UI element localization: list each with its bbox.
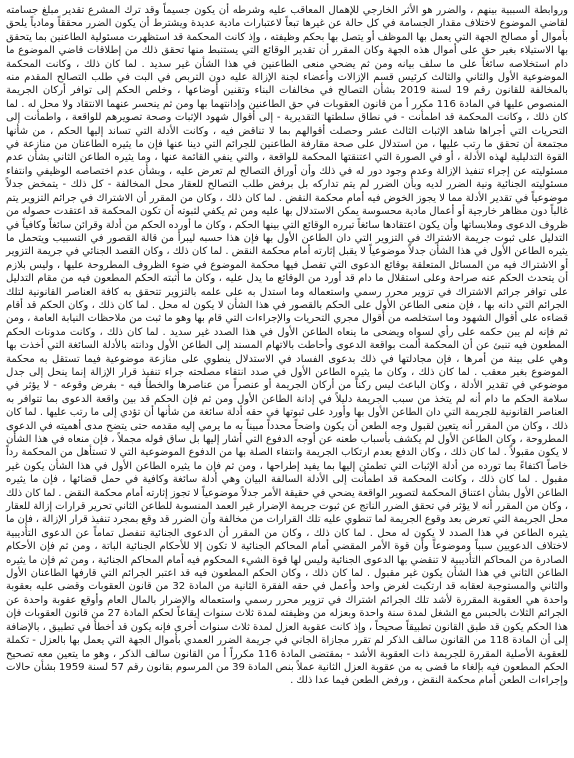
judgment-body-text: وروابطة السببية بينهم ، والضرر هو الأثر الخارجي للإهمال المعاقب عليه وشرطه أن يكون جسيماً وقد ترك المشرع تقدير مبلغ جسامته لقاضي الموضوع لاختلاف مقدار الجسامة في كل حالة عن غيرها تبعاً لاعتبارات مادية عديدة ويشترط أن يكون الضرر محققاً ومادياً يلحق بأموال أو مصالح الجهة التي يعمل بها الموظف أو يتصل بها بحكم وظيفته ، وإذ كانت المحكمة قد استظهرت مسئولية الطاعنين بما يتحقق بها الاستيلاء بغير حق على أموال هذه الجهة وكان المقرر أن تقدير الوقائع التي يستنبط منها تحقق ذلك من إطلاقات قاضي الموضوع ما دام استخلاصه سائغاً على ما سلف بيانه ومن ثم يضحي منعى الطاعنين في هذا الشأن غير سديد . لما كان ذلك ، وكانت المحكمة الموضوعية الأول والثاني والثالث كرئيس قسم الإزالات وأعضاء لجنة الإزالة عليه دون التربص في البت في طلب التصالح المقدم منه بالمخالفة للقانون رقم 19 لسنة 2019 بشأن التصالح في مخالفات البناء وتقنين أوضاعها ، وخلص الحكم إلى توافر أركان الجريمة المنصوص عليها في المادة 116 مكرر أ من قانون العقوبات في حق الطاعنين وإدانتهما بها ومن ثم ينحسر عنهما الانتقاد ولا محل له . لما كان ذلك ، وكانت المحكمة قد اطمأنت - في نطاق سلطتها التقديرية - إلى أقوال شهود الإثبات وصحة تصويرهم للواقعة ، واطمأنت إلى التحريات التي أجراها شاهد الإثبات الثالث عشر وحصلت أقوالهم بما لا تناقض فيه ، وكانت الأدلة التي تساند إليها الحكم ، من شأنها مجتمعة أن تحقق ما رتب عليها ، من استدلال على صحة مقارفة الطاعنين للجرائم التي دينا عنها فإن ما يثيره الطاعنان من منازعة في القوة التدليلية لهذه الأدلة ، أو في الصورة التي اعتنقتها المحكمة للواقعة ، والتي ينفي القائمة عنها ، وما يثيره الطاعن الثاني بشأن عدم مسئوليته عن إجراء تنفيذ الإزالة وعدم وجود دور له في ذلك وأن أوراق التصالح لم تعرض عليه ، وبشأن عدم اختصاصه الوظيفي وانتفاء مسئوليته الجنائية ونية الضرر لديه وبأن الضرر لم يتم تداركه بل برفض طلب التصالح للعقار محل المخالفة - كل ذلك - يتمخض جدلاً موضوعياً في تقدير الأدلة مما لا يجوز الخوض فيه أمام محكمة النقض . لما كان ذلك ، وكان من المقرر أن الاشتراك في جرائم التزوير يتم غالباً دون مظاهر خارجية أو أعمال مادية محسوسة يمكن الاستدلال بها عليه ومن ثم يكفي لثبوته أن تكون المحكمة قد اعتقدت حصوله من ظروف الدعوى وملابساتها وأن يكون اعتقادها سائغاً تبرره الوقائع التي بينها الحكم ، وكان ما أورده الحكم من أدلة وقرائن سائغاً وكافياً في التدليل على ثبوت جريمة الاشتراك في التزوير التي دان الطاعن الأول بها فإن هذا حسبه ليبرأ من قالة القصور في التسبيب ويتحمل ما يثيره الطاعن الأول في هذا الشأن جدلاً موضوعياً لا يقبل إثارته أمام محكمة النقض . لما كان ذلك ، وكان القصد الجنائي في جريمة التزوير أو الاشتراك فيه من المسائل المتعلقة بوقائع الدعوى التي تفصل فيها محكمة الموضوع في ضوء الظروف المطروحة عليها ، وليس بلازم أن يتحدث الحكم عنه صراحة وعلى استقلال ما دام قد أورد من الوقائع ما يدل عليه ، وكان ما أثبته الحكم المطعون فيه من مقام التدليل على توافر جرائم الاشتراك في تزوير محرر رسمي واستعماله وما استدل به على علمه بالتزوير تتحقق به كافة العناصر القانونية لتلك الجرائم التي دانه بها ، فإن منعى الطاعن الأول على الحكم بالقصور في هذا الشأن لا يكون له محل . لما كان ذلك ، وكان الحكم قد أقام قضاءه على أقوال الشهود وما استخلصه من أقوال مجري التحريات والإجراءات التي قام بها وهو ما ثبت من ملاحظات النيابة العامة ، ومن ثم فإنه لم يبن حكمه على رأي لسواه ويضحى ما ينعاه الطاعن الأول في هذا الصدد غير سديد . لما كان ذلك ، وكانت مدونات الحكم المطعون فيه تنبئ عن أن المحكمة ألمت بواقعة الدعوى وأحاطت بالاتهام المسند إلى الطاعن الأول ودانته بالأدلة السائغة التي أخذت بها وهي على بينة من أمرها ، فإن مجادلتها في ذلك بدعوى الفساد في الاستدلال ينطوي على منازعة موضوعية فيما تستقل به محكمة الموضوع بغير معقب . لما كان ذلك ، وكان ما يثيره الطاعن الأول في صدد انتفاء مصلحته جراء تنفيذ قرار الإزالة إنما ينحل إلى جدل موضوعي في تقدير الأدلة ، وكان الباعث ليس ركناً من أركان الجريمة أو عنصراً من عناصرها والخطأ فيه - بفرض وقوعه - لا يؤثر في سلامة الحكم ما دام أنه لم يتخذ من سبب الجريمة دليلاً في إدانة الطاعن الأول ومن ثم فإن الحكم قد بين واقعة الدعوى بما تتوافر به العناصر القانونية للجريمة التي دان الطاعن الأول بها وأورد على ثبوتها في حقه أدلة سائغة من شأنها أن تؤدي إلى ما رتب عليها . لما كان ذلك ، وكان من المقرر أنه يتعين لقبول وجه الطعن أن يكون واضحاً محدداً مبيناً به ما يرمي إليه مقدمه حتى يتضح مدى أهميته في الدعوى المطروحة ، وكان الطاعن الأول لم يكشف بأسباب طعنه عن أوجه الدفوع التي أشار إليها بل ساق قوله مجملاً ، فإن منعاه في هذا الشأن لا يكون مقبولاً . لما كان ذلك ، وكان الدفع بعدم ارتكاب الجريمة وانتفاء الصلة بها من الدفوع الموضوعية التي لا تستأهل من المحكمة رداً خاصاً اكتفاءً بما تورده من أدلة الإثبات التي تطمئن إليها بما يفيد إطراحها ، ومن ثم فإن ما يثيره الطاعن الأول في هذا الشأن يكون غير مقبول . لما كان ذلك ، وكانت المحكمة قد اطمأنت إلى الأدلة السالفة البيان وهي أدلة سائغة وكافية في حمل قضائها ، فإن ما يثيره الطاعن الأول بشأن اعتناق المحكمة لتصوير الواقعة يضحي في حقيقة الأمر جدلاً موضوعياً لا تجوز إثارته أمام محكمة النقض . لما كان ذلك ، وكان من المقرر أنه لا يؤثر في تحقق الضرر الناتج عن ثبوت جريمة الإضرار غير العمد المنسوبة للطاعن الثاني تحرير قرارات إزالة للعقار محل الجريمة التي تعرض بعد وقوع الجريمة لما تنطوي عليه تلك القرارات من مخالفة وأن الضرر قد وقع بمجرد تنفيذ قرار الإزالة ، فإن ما يثيره الطاعن في هذا الصدد لا يكون له محل . لما كان ذلك ، وكان من المقرر أن الدعوى الجنائية تنفصل تماماً عن الدعوى التأديبية لاختلاف الدعويين سبباً وموضوعاً وأن قوة الأمر المقضي أمام المحاكم الجنائية لا تكون إلا للأحكام الجنائية الباتة ، ومن ثم فإن الأحكام الصادرة من المحاكم التأديبية لا تنقضي بها الدعوى الجنائية وليس لها قوة الشيء المحكوم فيه أمام المحاكم الجنائية ، ومن ثم فإن ما يثيره الطاعن الثاني في هذا الشأن يكون غير مقبول . لما كان ذلك ، وكان الحكم المطعون فيه قد اعتبر الجرائم التي قارفها الطاعنان الأول والثاني والمستوجبة لعقابه قد ارتكبت لغرض واحد وأعمل في حقه الفقرة الثانية من المادة 32 من قانون العقوبات وقضى عليه بعقوبة واحدة هي العقوبة المقررة لأشد تلك الجرائم اشتراك في تزوير محرر رسمي واستعماله والإضرار بالمال العام وأوقع عقوبة واحدة عن الجرائم الثلاث بالحبس مع الشغل لمدة سنة واحدة وبعزله من وظيفته لمدة ثلاث سنوات إيقاعاً لحكم المادة 27 من قانون العقوبات فإن هذا الحكم يكون قد طبق القانون تطبيقاً صحيحاً ، وإذ كانت عقوبة العزل لمدة ثلاث سنوات أخرى فإنه يكون قد أخطأ في تطبيق ، بالإضافة إلى أن المادة 118 من القانون سالف الذكر لم تقرر مجازاة الجاني في جريمة الضرر العمدي بأموال الجهة التي يعمل بها بالعزل - تكملة للعقوبة الأصلية المقررة للجريمة ذات العقوبة الأشد - بمقتضى المادة 116 مكرراً أ من القانون سالف الذكر ، وهو ما يتعين معه تصحيح الحكم المطعون فيه بإلغاء ما قضى به من عقوبة العزل الثانية عملاً بنص المادة 39 من المرسوم بقانون رقم 57 لسنة 1959 بشأن حالات وإجراءات الطعن أمام محكمة النقض ، ورفض الطعن فيما عدا ذلك . (6, 5, 569, 687)
